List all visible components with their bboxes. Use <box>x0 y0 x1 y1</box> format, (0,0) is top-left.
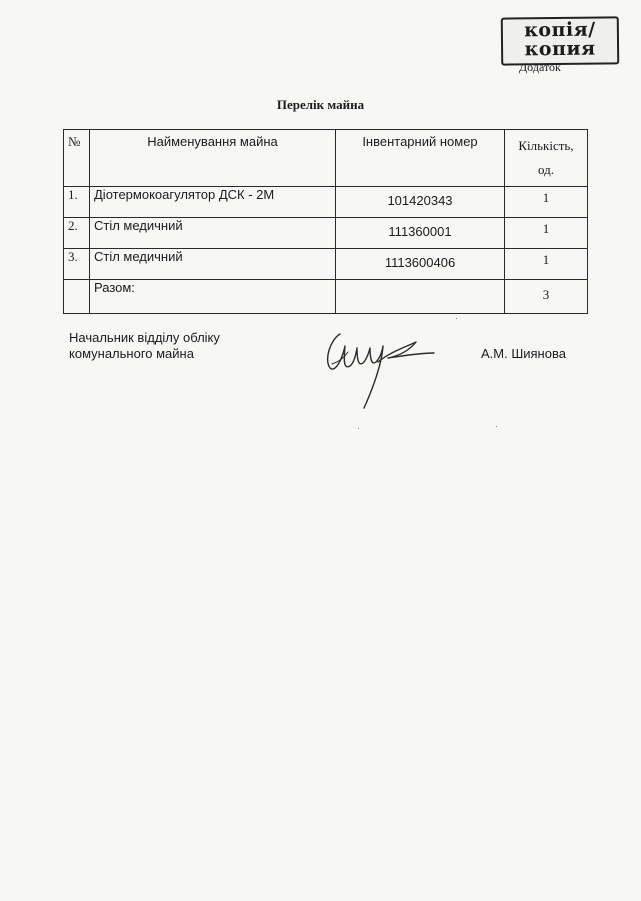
table-header-row <box>64 130 588 187</box>
row-name: Стіл медичний <box>90 249 336 280</box>
handwritten-signature <box>318 322 438 412</box>
position-line-1: Начальник відділу обліку <box>69 330 220 345</box>
copy-stamp <box>501 16 619 65</box>
row-quantity: 1 <box>505 249 588 280</box>
header-quantity-line2: од. <box>538 162 554 177</box>
total-empty-cell <box>64 280 90 314</box>
scan-speck <box>456 318 457 319</box>
header-quantity <box>505 130 588 187</box>
row-inventory: 1113600406 <box>336 249 505 280</box>
property-table <box>63 129 588 314</box>
attachment-label: Додаток <box>519 60 561 74</box>
position-line-2: комунального майна <box>69 346 194 361</box>
row-quantity: 1 <box>505 218 588 249</box>
row-number: 1. <box>64 187 90 218</box>
scan-speck <box>496 426 497 427</box>
stamp-line-1: копія/ <box>524 18 596 42</box>
row-inventory: 111360001 <box>336 218 505 249</box>
row-name: Стіл медичний <box>90 218 336 249</box>
stamp-line-2: копия <box>524 37 596 61</box>
table-row <box>64 187 588 218</box>
row-quantity: 1 <box>505 187 588 218</box>
header-name: Найменування майна <box>90 130 336 187</box>
header-number: № <box>64 130 90 187</box>
total-quantity: 3 <box>505 280 588 314</box>
row-number: 3. <box>64 249 90 280</box>
table-row <box>64 249 588 280</box>
table-total-row <box>64 280 588 314</box>
document-title: Перелік майна <box>276 97 365 112</box>
signatory-name: А.М. Шиянова <box>481 346 566 361</box>
header-inventory: Інвентарний номер <box>336 130 505 187</box>
total-label: Разом: <box>90 280 336 314</box>
row-name: Діотермокоагулятор ДСК - 2М <box>90 187 336 218</box>
header-quantity-line1: Кількість, <box>518 138 574 153</box>
row-number: 2. <box>64 218 90 249</box>
table-row <box>64 218 588 249</box>
signatory-position <box>69 330 220 362</box>
total-empty-cell <box>336 280 505 314</box>
row-inventory: 101420343 <box>336 187 505 218</box>
scan-speck <box>358 428 359 429</box>
